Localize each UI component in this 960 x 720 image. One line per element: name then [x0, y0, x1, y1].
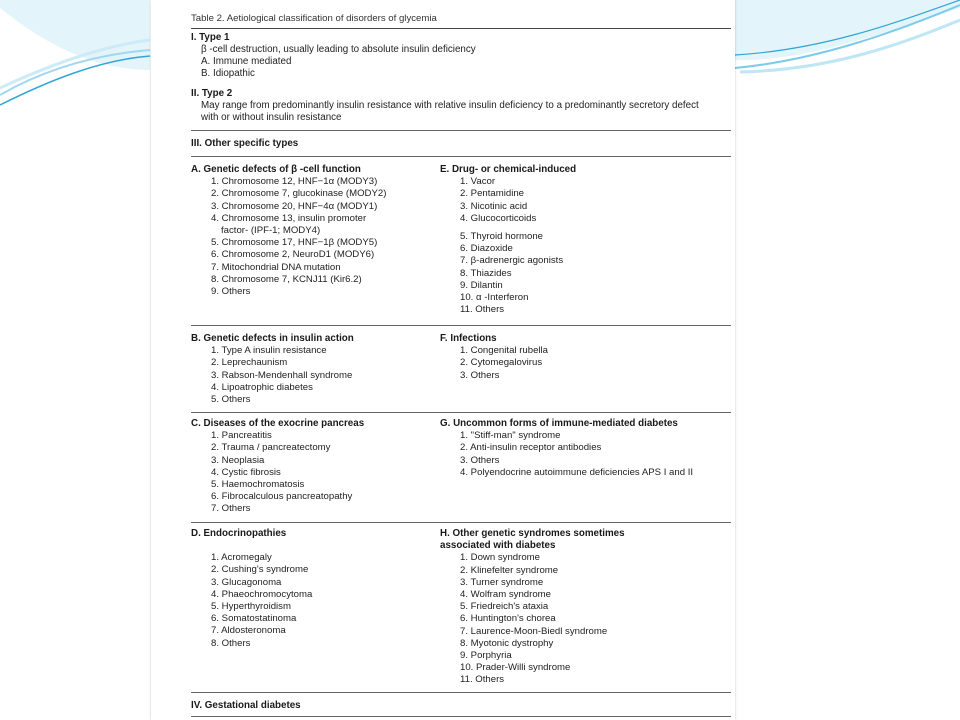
section-heading: F. Infections	[440, 333, 497, 344]
table-caption: Table 2. Aetiological classification of disorders of glycemia	[191, 13, 437, 24]
list-item: 7. Others	[211, 503, 251, 515]
divider	[191, 412, 731, 413]
list-item: 8. Others	[211, 637, 251, 649]
list-item: 2. Anti-insulin receptor antibodies	[460, 442, 602, 454]
section-b	[191, 333, 441, 406]
other-types-heading: III. Other specific types	[191, 138, 299, 149]
list-item: factor- (IPF-1; MODY4)	[221, 225, 321, 237]
list-item: 9. Dilantin	[460, 279, 503, 291]
section-heading-line1: H. Other genetic syndromes sometimes	[440, 528, 625, 539]
list-item: 3. Neoplasia	[211, 454, 265, 466]
list-item: A. Immune mediated	[201, 56, 292, 67]
list-item: 6. Chromosome 2, NeuroD1 (MODY6)	[211, 249, 375, 261]
section-a	[191, 164, 441, 298]
list-item: 6. Fibrocalculous pancreatopathy	[211, 491, 353, 503]
list-item: 1. Type A insulin resistance	[211, 345, 327, 357]
list-item: 5. Haemochromatosis	[211, 479, 305, 491]
list-item: 5. Others	[211, 394, 251, 406]
list-item: 9. Porphyria	[460, 650, 512, 662]
list-item: 5. Hyperthyroidism	[211, 601, 291, 613]
list-item: B. Idiopathic	[201, 68, 255, 79]
list-item: 2. Pentamidine	[460, 188, 524, 200]
divider	[191, 325, 731, 326]
list-item: 2. Klinefelter syndrome	[460, 564, 559, 576]
divider	[191, 130, 731, 131]
type1-heading: I. Type 1	[191, 32, 230, 43]
list-item: 4. Glucocorticoids	[460, 212, 537, 224]
list-item: 2. Trauma / pancreatectomy	[211, 442, 331, 454]
divider	[191, 522, 731, 523]
list-item: 7. β-adrenergic agonists	[460, 255, 564, 267]
section-heading-line2: associated with diabetes	[440, 540, 556, 552]
list-item: 11. Others	[460, 674, 505, 686]
list-item: 6. Diazoxide	[460, 243, 513, 255]
list-item: 3. Others	[460, 369, 500, 381]
list-item: 1. Congenital rubella	[460, 345, 549, 357]
list-item: 1. Vacor	[460, 176, 496, 188]
list-item: 3. Others	[460, 454, 500, 466]
type1-section	[191, 32, 731, 80]
list-item: 5. Friedreich's ataxia	[460, 601, 549, 613]
section-heading: D. Endocrinopathies	[191, 528, 287, 539]
section-c	[191, 418, 441, 516]
list-item: 6. Huntington's chorea	[460, 613, 556, 625]
divider	[191, 716, 731, 717]
list-item: 6. Somatostatinoma	[211, 613, 297, 625]
list-item: 1. Pancreatitis	[211, 430, 272, 442]
list-item: 7. Mitochondrial DNA mutation	[211, 261, 341, 273]
list-item: 1. Chromosome 12, HNF−1α (MODY3)	[211, 176, 378, 188]
list-item: 3. Glucagonoma	[211, 576, 282, 588]
gestational-heading: IV. Gestational diabetes	[191, 700, 301, 711]
section-d	[191, 528, 441, 650]
type2-heading: II. Type 2	[191, 88, 233, 99]
type2-description-line1: May range from predominantly insulin resistance with relative insulin deficiency to a predominantly secretory defect	[201, 100, 699, 111]
list-item: 4. Chromosome 13, insulin promoter	[211, 212, 367, 224]
list-item: 5. Chromosome 17, HNF−1β (MODY5)	[211, 237, 378, 249]
list-item: 5. Thyroid hormone	[460, 231, 544, 243]
list-item: 11. Others	[460, 304, 505, 316]
list-item: 7. Aldosteronoma	[211, 625, 286, 637]
list-item: 2. Leprechaunism	[211, 357, 288, 369]
list-item: 1. "Stiff-man" syndrome	[460, 430, 561, 442]
list-item: 2. Chromosome 7, glucokinase (MODY2)	[211, 188, 387, 200]
section-f	[440, 333, 730, 382]
list-item: 4. Phaeochromocytoma	[211, 588, 313, 600]
list-item: 2. Cushing's syndrome	[211, 564, 309, 576]
section-heading: C. Diseases of the exocrine pancreas	[191, 418, 365, 429]
list-item: 8. Thiazides	[460, 267, 512, 279]
list-item: 1. Acromegaly	[211, 552, 272, 564]
type1-description: β -cell destruction, usually leading to absolute insulin deficiency	[201, 44, 476, 55]
document-page	[151, 0, 735, 720]
list-item: 8. Chromosome 7, KCNJ11 (Kir6.2)	[211, 273, 362, 285]
section-heading: A. Genetic defects of β -cell function	[191, 164, 361, 175]
section-g	[440, 418, 730, 479]
list-item: 4. Cystic fibrosis	[211, 466, 281, 478]
list-item: 4. Lipoatrophic diabetes	[211, 381, 313, 393]
type2-section	[191, 88, 731, 124]
list-item: 1. Down syndrome	[460, 552, 540, 564]
list-item: 4. Wolfram syndrome	[460, 589, 551, 601]
list-item: 3. Turner syndrome	[460, 576, 544, 588]
divider	[191, 692, 731, 693]
section-e	[440, 164, 730, 316]
section-heading: E. Drug- or chemical-induced	[440, 164, 577, 175]
list-item: 8. Myotonic dystrophy	[460, 637, 554, 649]
list-item: 7. Laurence-Moon-Biedl syndrome	[460, 625, 608, 637]
list-item: 10. α -Interferon	[460, 292, 529, 304]
divider	[191, 28, 731, 29]
list-item: 4. Polyendocrine autoimmune deficiencies APS I and II	[460, 466, 694, 478]
divider	[191, 156, 731, 157]
list-item: 10. Prader-Willi syndrome	[460, 662, 571, 674]
spacer	[191, 540, 441, 552]
section-h	[440, 528, 730, 687]
list-item: 9. Others	[211, 286, 251, 298]
type2-description-line2: with or without insulin resistance	[201, 112, 342, 123]
section-heading: G. Uncommon forms of immune-mediated diabetes	[440, 418, 678, 429]
section-heading: B. Genetic defects in insulin action	[191, 333, 354, 344]
list-item: 3. Chromosome 20, HNF−4α (MODY1)	[211, 200, 378, 212]
list-item: 2. Cytomegalovirus	[460, 357, 543, 369]
list-item: 3. Rabson-Mendenhall syndrome	[211, 369, 353, 381]
list-item: 3. Nicotinic acid	[460, 200, 528, 212]
